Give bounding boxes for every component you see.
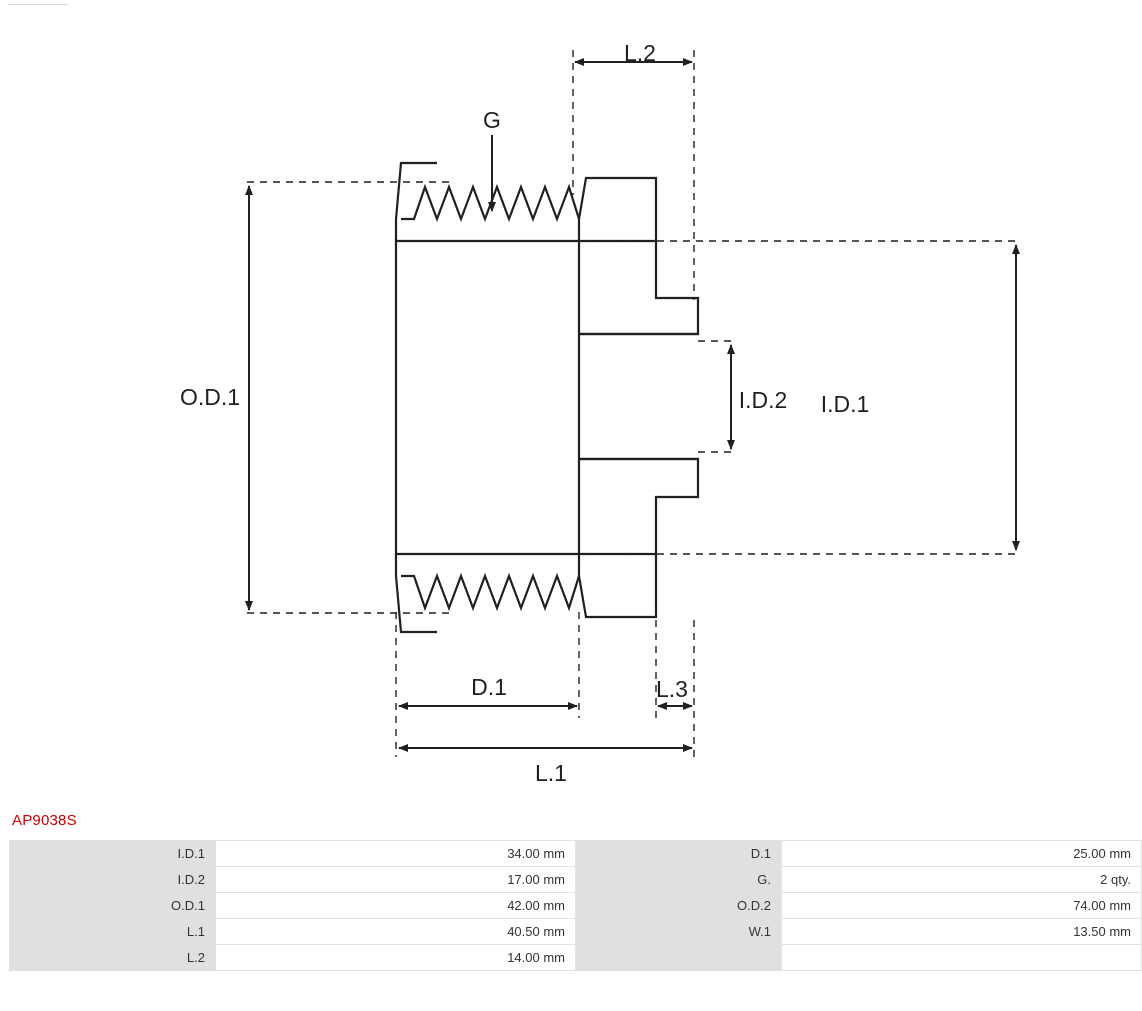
spec-value: 2 qty. <box>782 867 1142 893</box>
spec-value: 13.50 mm <box>782 919 1142 945</box>
spec-value: 17.00 mm <box>216 867 576 893</box>
spec-value-empty <box>782 945 1142 971</box>
spec-label: I.D.1 <box>10 841 216 867</box>
label-G: G <box>483 107 501 133</box>
spec-label-empty <box>576 945 782 971</box>
spec-label: O.D.2 <box>576 893 782 919</box>
label-ID2: I.D.2 <box>738 387 788 413</box>
spec-label: W.1 <box>576 919 782 945</box>
spec-label: L.2 <box>10 945 216 971</box>
part-number: AP9038S <box>12 812 77 829</box>
spec-label: D.1 <box>576 841 782 867</box>
table-row <box>10 841 1142 867</box>
table-row <box>10 867 1142 893</box>
spec-label: O.D.1 <box>10 893 216 919</box>
spec-value: 74.00 mm <box>782 893 1142 919</box>
label-L2: L.2 <box>624 40 656 66</box>
spec-value: 14.00 mm <box>216 945 576 971</box>
spec-label: G. <box>576 867 782 893</box>
table-row <box>10 919 1142 945</box>
specifications-table <box>9 840 1142 971</box>
spec-value: 42.00 mm <box>216 893 576 919</box>
label-ID1: I.D.1 <box>820 391 870 417</box>
spec-label: L.1 <box>10 919 216 945</box>
table-row <box>10 893 1142 919</box>
label-D1: D.1 <box>471 674 507 700</box>
label-L1: L.1 <box>535 760 567 786</box>
label-OD1: O.D.1 <box>179 384 241 410</box>
table-row <box>10 945 1142 971</box>
spec-value: 40.50 mm <box>216 919 576 945</box>
spec-value: 34.00 mm <box>216 841 576 867</box>
spec-label: I.D.2 <box>10 867 216 893</box>
spec-value: 25.00 mm <box>782 841 1142 867</box>
label-L3: L.3 <box>656 676 688 702</box>
